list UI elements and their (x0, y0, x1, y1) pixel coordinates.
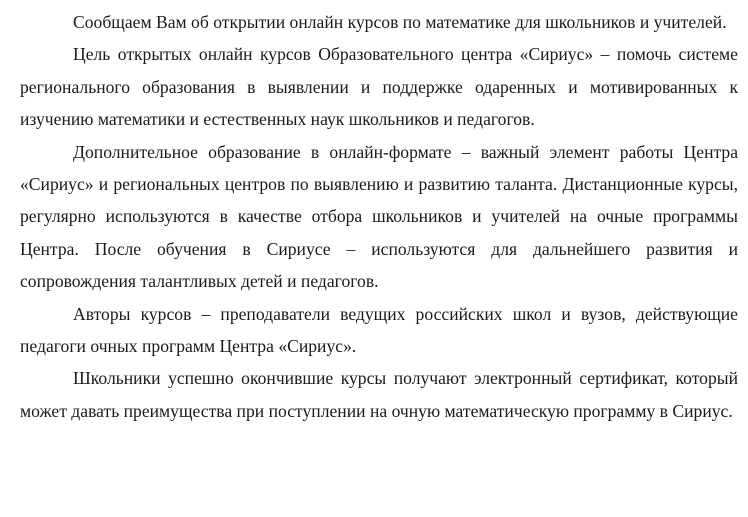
paragraph-course-authors: Авторы курсов – преподаватели ведущих российских школ и вузов, действующие педагоги очных программ Центра «Сириус». (20, 303, 738, 357)
paragraph-announcement: Сообщаем Вам об открытии онлайн курсов по математике для школьников и учителей. (73, 12, 727, 32)
paragraph-certificate: Школьники успешно окончившие курсы получают электронный сертификат, который может давать преимущества при поступлении на очную математическую программу в Сириус. (20, 368, 738, 421)
document-body (20, 0, 738, 427)
paragraph-course-goal: Цель открытых онлайн курсов Образовательного центра «Сириус» – помочь системе регионального образования в выявлении и поддержке одаренных и мотивированных к изучению математики и естественных наук школьников и педагогов. (20, 44, 738, 130)
paragraph-online-education: Дополнительное образование в онлайн-формате – важный элемент работы Центра «Сириус» и региональных центров по выявлению и развитию таланта. Дистанционные курсы, регулярно используются в качестве отбора школьников и учителей на очные программы Центра. После обучения в Сириусе – используются для дальнейшего развития и сопровождения талантливых детей и педагогов. (20, 141, 738, 292)
